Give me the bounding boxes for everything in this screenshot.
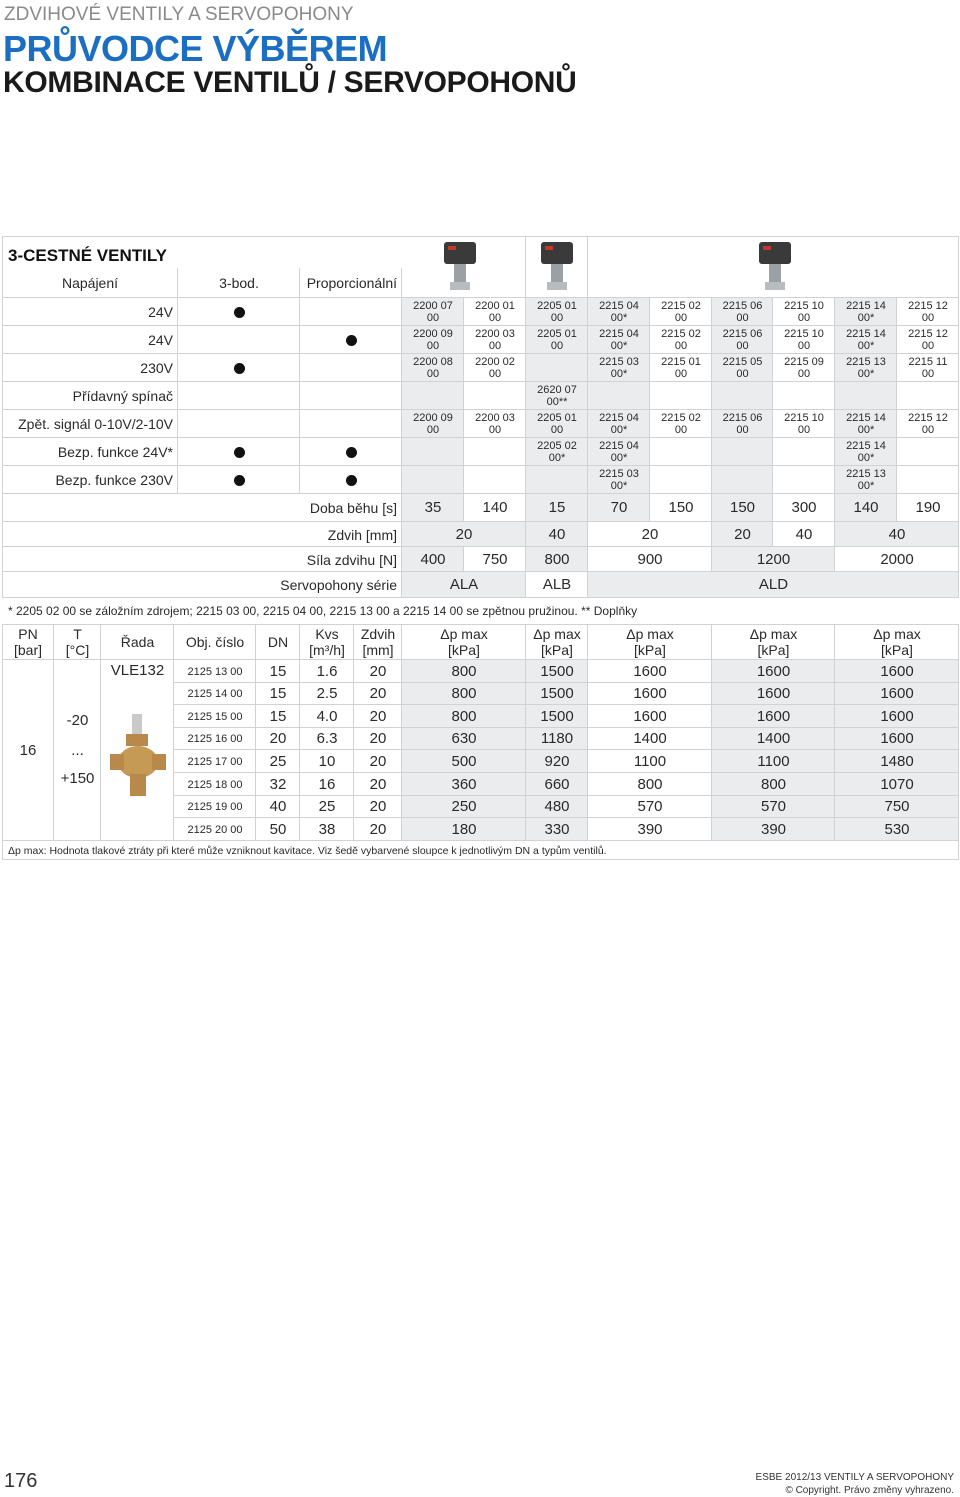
data-value: 1500 bbox=[540, 685, 574, 702]
lower-header-zdvih bbox=[354, 624, 402, 660]
header-unit: [kPa] bbox=[881, 642, 913, 658]
actuator-code: 2215 14 00* bbox=[846, 440, 886, 464]
force-label: Síla zdvihu [N] bbox=[306, 551, 397, 568]
dot-proporcionalni bbox=[346, 475, 357, 486]
lower-header-dn bbox=[256, 624, 300, 660]
series-value: ALB bbox=[542, 576, 572, 593]
actuator-code-cell bbox=[402, 438, 464, 466]
row-3bod-cell bbox=[178, 382, 300, 410]
actuator-code-cell bbox=[712, 438, 773, 466]
lower-header-dp bbox=[526, 624, 588, 660]
actuator-code: 2215 05 00 bbox=[722, 356, 763, 380]
actuator-code-cell bbox=[650, 438, 712, 466]
actuator-code: 2200 09 00 bbox=[413, 328, 453, 352]
data-value: 20 bbox=[369, 662, 387, 680]
obj-number: 2125 17 00 bbox=[187, 755, 243, 768]
header-label: Δp max bbox=[626, 626, 674, 642]
data-value: 800 bbox=[451, 685, 477, 702]
data-value: 1500 bbox=[540, 662, 574, 680]
napajeni-label: Napájení bbox=[61, 275, 119, 291]
data-value: 1600 bbox=[633, 707, 667, 725]
header-label: Kvs bbox=[315, 626, 339, 642]
data-value: 20 bbox=[369, 775, 387, 793]
row-prop-cell bbox=[300, 410, 402, 438]
actuator-code: 2215 06 00 bbox=[722, 328, 763, 352]
actuator-code-cell bbox=[402, 466, 464, 494]
data-value: 1070 bbox=[880, 775, 914, 793]
data-value: 630 bbox=[451, 730, 477, 747]
data-value: 800 bbox=[760, 775, 787, 793]
series-name: VLE132 bbox=[110, 662, 165, 679]
actuator-code: 2215 10 00 bbox=[784, 412, 824, 436]
data-value: 15 bbox=[269, 662, 287, 680]
stroke-value: 40 bbox=[795, 525, 813, 543]
page-subtitle: KOMBINACE VENTILŮ / SERVOPOHONŮ bbox=[3, 66, 577, 99]
header-label: DN bbox=[267, 634, 289, 650]
obj-number: 2125 19 00 bbox=[187, 801, 243, 813]
stroke-time-value: 140 bbox=[482, 499, 508, 516]
row-label: 230V bbox=[140, 360, 173, 376]
actuator-code: 2215 02 00 bbox=[661, 300, 701, 324]
header-label: Δp max bbox=[440, 626, 488, 642]
stroke-time-value: 300 bbox=[791, 499, 817, 516]
actuator-code: 2205 01 00 bbox=[537, 300, 577, 324]
data-value: 1500 bbox=[540, 707, 574, 725]
stroke-value: 20 bbox=[455, 525, 473, 543]
actuator-code: 2215 10 00 bbox=[784, 328, 824, 352]
header-unit: [bar] bbox=[13, 642, 42, 658]
data-value: 1600 bbox=[880, 662, 914, 680]
data-value: 570 bbox=[637, 798, 663, 815]
data-value: 390 bbox=[637, 820, 663, 838]
data-value: 500 bbox=[451, 752, 477, 770]
row-prop-cell bbox=[300, 298, 402, 326]
stroke-value: 40 bbox=[888, 525, 906, 543]
data-value: 20 bbox=[369, 752, 387, 770]
actuator-code-cell bbox=[897, 382, 959, 410]
series-label: Servopohony série bbox=[280, 577, 397, 593]
footer-copyright: © Copyright. Právo změny vyhrazeno. bbox=[785, 1485, 954, 1496]
actuator-code: 2215 04 00* bbox=[599, 412, 639, 436]
actuator-code: 2215 14 00* bbox=[846, 412, 886, 436]
header-unit: [kPa] bbox=[634, 642, 666, 658]
header-unit: [°C] bbox=[65, 642, 90, 658]
footnote-text: * 2205 02 00 se záložním zdrojem; 2215 03 00, 2215 04 00, 2215 13 00 a 2215 14 00 se zpětnou pružinou. ** Doplňky bbox=[8, 604, 638, 618]
header-label: Obj. číslo bbox=[185, 634, 245, 650]
actuator-code: 2215 06 00 bbox=[722, 300, 763, 324]
actuator-code-cell bbox=[650, 382, 712, 410]
data-value: 480 bbox=[544, 798, 570, 815]
stroke-time-value: 150 bbox=[729, 499, 756, 516]
actuator-code-cell bbox=[712, 466, 773, 494]
data-value: 800 bbox=[451, 662, 477, 680]
data-value: 20 bbox=[369, 730, 387, 747]
stroke-label: Zdvih [mm] bbox=[327, 526, 397, 543]
data-value: 1480 bbox=[880, 752, 914, 770]
data-value: 1600 bbox=[880, 730, 914, 747]
data-value: 20 bbox=[369, 685, 387, 702]
data-value: 750 bbox=[884, 798, 910, 815]
data-value: 1400 bbox=[756, 730, 791, 747]
data-value: 250 bbox=[451, 798, 477, 815]
actuator-code: 2215 12 00 bbox=[908, 300, 948, 324]
row-3bod-cell bbox=[178, 326, 300, 354]
series-value: ALD bbox=[758, 576, 789, 593]
data-value: 6.3 bbox=[316, 730, 338, 747]
data-value: 1600 bbox=[756, 662, 791, 680]
actuator-code: 2215 10 00 bbox=[784, 300, 824, 324]
force-value: 2000 bbox=[880, 550, 914, 568]
data-value: 570 bbox=[760, 798, 787, 815]
stroke-value: 20 bbox=[641, 525, 659, 543]
page-title: PRŮVODCE VÝBĚREM bbox=[3, 28, 388, 69]
row-3bod-cell bbox=[178, 410, 300, 438]
actuator-code: 2205 02 00* bbox=[537, 440, 577, 464]
actuator-code: 2200 08 00 bbox=[413, 356, 453, 380]
dot-3bod bbox=[234, 447, 245, 458]
row-label: Zpět. signál 0-10V/2-10V bbox=[18, 416, 173, 432]
actuator-code-cell bbox=[464, 438, 526, 466]
data-value: 390 bbox=[760, 820, 787, 838]
header-label: Δp max bbox=[533, 626, 581, 642]
row-prop-cell bbox=[300, 354, 402, 382]
stroke-value: 20 bbox=[734, 525, 751, 543]
section-title: 3-CESTNÉ VENTILY bbox=[8, 246, 168, 265]
stroke-time-label: Doba běhu [s] bbox=[309, 500, 397, 516]
data-value: 10 bbox=[318, 752, 336, 770]
actuator-code: 2215 14 00* bbox=[846, 300, 886, 324]
stroke-time-value: 35 bbox=[424, 499, 442, 516]
data-value: 1180 bbox=[540, 730, 574, 747]
row-prop-cell bbox=[300, 382, 402, 410]
obj-number: 2125 20 00 bbox=[187, 823, 243, 836]
dot-proporcionalni bbox=[346, 335, 357, 346]
data-value: 180 bbox=[451, 820, 477, 838]
stroke-time-value: 140 bbox=[853, 499, 879, 516]
actuator-code-cell bbox=[588, 382, 650, 410]
data-value: 1400 bbox=[633, 730, 667, 747]
pn-value: 16 bbox=[19, 741, 37, 759]
data-value: 1.6 bbox=[316, 662, 338, 680]
actuator-code-cell bbox=[526, 466, 588, 494]
lower-header-obj bbox=[174, 624, 256, 660]
header-label: Řada bbox=[120, 634, 155, 650]
data-value: 20 bbox=[369, 820, 387, 838]
header-supertitle: ZDVIHOVÉ VENTILY A SERVOPOHONY bbox=[4, 4, 354, 25]
data-value: 40 bbox=[269, 798, 287, 815]
t-max: +150 bbox=[60, 770, 95, 787]
force-value: 750 bbox=[482, 550, 508, 568]
actuator-code: 2215 04 00* bbox=[599, 328, 639, 352]
data-value: 2.5 bbox=[316, 685, 338, 702]
actuator-code: 2215 06 00 bbox=[722, 412, 763, 436]
obj-number: 2125 18 00 bbox=[187, 778, 243, 791]
data-value: 1600 bbox=[633, 662, 667, 680]
lower-header-pn bbox=[2, 624, 54, 660]
header-unit: [m³/h] bbox=[309, 642, 345, 658]
data-value: 1600 bbox=[756, 707, 791, 725]
data-value: 1100 bbox=[757, 752, 790, 770]
actuator-code: 2215 12 00 bbox=[908, 412, 948, 436]
proporcionalni-label: Proporcionální bbox=[306, 275, 397, 291]
obj-number: 2125 16 00 bbox=[187, 733, 243, 745]
header-unit: [kPa] bbox=[448, 642, 480, 658]
stroke-time-value: 70 bbox=[610, 499, 628, 516]
actuator-code: 2215 04 00* bbox=[599, 440, 639, 464]
data-value: 16 bbox=[318, 775, 336, 793]
actuator-code: 2215 14 00* bbox=[846, 328, 886, 352]
lower-header-dp bbox=[712, 624, 835, 660]
row-label: Přídavný spínač bbox=[72, 388, 173, 404]
data-value: 15 bbox=[269, 707, 287, 725]
data-value: 660 bbox=[544, 775, 570, 793]
data-value: 1600 bbox=[633, 685, 667, 702]
actuator-code: 2215 12 00 bbox=[908, 328, 948, 352]
actuator-code: 2200 03 00 bbox=[475, 412, 515, 436]
row-label: 24V bbox=[148, 332, 173, 348]
actuator-code: 2215 03 00* bbox=[599, 356, 639, 380]
lower-footnote: Δp max: Hodnota tlakové ztráty při které může vzniknout kavitace. Viz šedě vybarvené sloupce k jednotlivým DN a typům ventilů. bbox=[8, 844, 607, 857]
data-value: 20 bbox=[369, 707, 387, 725]
actuator-code-cell bbox=[712, 382, 773, 410]
data-value: 25 bbox=[269, 752, 287, 770]
ala-actuator-image bbox=[440, 240, 480, 296]
actuator-code-cell bbox=[773, 466, 835, 494]
actuator-code-cell bbox=[650, 466, 712, 494]
data-value: 4.0 bbox=[316, 707, 338, 725]
actuator-code: 2200 03 00 bbox=[475, 328, 515, 352]
stroke-time-value: 190 bbox=[915, 499, 941, 516]
data-value: 1600 bbox=[756, 685, 791, 702]
footer-brand: ESBE 2012/13 VENTILY A SERVOPOHONY bbox=[755, 1472, 954, 1483]
actuator-code: 2215 03 00* bbox=[599, 468, 639, 492]
data-value: 800 bbox=[637, 775, 663, 793]
header-unit: [kPa] bbox=[757, 642, 790, 658]
series-value: ALA bbox=[449, 576, 479, 593]
row-label: Bezp. funkce 230V bbox=[55, 472, 173, 488]
lower-header-kvs bbox=[300, 624, 354, 660]
dot-3bod bbox=[234, 475, 245, 486]
force-value: 1200 bbox=[756, 550, 791, 568]
actuator-code: 2200 09 00 bbox=[413, 412, 453, 436]
actuator-code-cell bbox=[835, 382, 897, 410]
stroke-time-value: 150 bbox=[668, 499, 694, 516]
header-label: Δp max bbox=[873, 626, 921, 642]
actuator-code: 2215 09 00 bbox=[784, 356, 824, 380]
data-value: 20 bbox=[269, 730, 287, 747]
data-value: 50 bbox=[269, 820, 287, 838]
data-value: 360 bbox=[451, 775, 477, 793]
data-value: 530 bbox=[884, 820, 910, 838]
header-label: T bbox=[73, 626, 82, 642]
actuator-code-cell bbox=[773, 438, 835, 466]
data-value: 38 bbox=[318, 820, 336, 838]
actuator-code-cell bbox=[897, 466, 959, 494]
actuator-code: 2215 01 00 bbox=[661, 356, 701, 380]
actuator-code: 2215 13 00* bbox=[846, 356, 886, 380]
lower-header-dp bbox=[835, 624, 959, 660]
stroke-time-value: 15 bbox=[548, 499, 566, 516]
actuator-code-cell bbox=[897, 438, 959, 466]
lower-header-series bbox=[101, 624, 174, 660]
actuator-code: 2205 01 00 bbox=[537, 328, 577, 352]
actuator-code: 2200 07 00 bbox=[413, 300, 453, 324]
lower-header-dp bbox=[588, 624, 712, 660]
valve-image bbox=[108, 712, 168, 802]
actuator-code: 2215 04 00* bbox=[599, 300, 639, 324]
data-value: 800 bbox=[451, 707, 477, 725]
header-unit: [mm] bbox=[362, 642, 394, 658]
actuator-code-cell bbox=[526, 354, 588, 382]
data-value: 1600 bbox=[880, 685, 914, 702]
actuator-code: 2215 11 00 bbox=[908, 356, 948, 380]
actuator-code-cell bbox=[773, 382, 835, 410]
t-min: -20 bbox=[66, 712, 89, 729]
obj-number: 2125 13 00 bbox=[187, 665, 243, 678]
actuator-code-cell bbox=[464, 382, 526, 410]
header-unit: [kPa] bbox=[541, 642, 573, 658]
force-value: 800 bbox=[544, 550, 570, 568]
header-label: Zdvih bbox=[360, 626, 396, 642]
data-value: 32 bbox=[269, 775, 287, 793]
actuator-code: 2620 07 00** bbox=[537, 384, 577, 408]
dot-3bod bbox=[234, 307, 245, 318]
actuator-code-cell bbox=[402, 382, 464, 410]
obj-number: 2125 15 00 bbox=[187, 710, 243, 723]
actuator-code: 2215 13 00* bbox=[846, 468, 886, 492]
data-value: 20 bbox=[369, 798, 387, 815]
3bod-label: 3-bod. bbox=[219, 275, 259, 291]
data-value: 920 bbox=[544, 752, 570, 770]
header-label: PN bbox=[18, 626, 38, 642]
lower-header-t bbox=[54, 624, 101, 660]
force-value: 900 bbox=[637, 550, 663, 568]
data-value: 25 bbox=[318, 798, 336, 815]
actuator-code: 2205 01 00 bbox=[537, 412, 577, 436]
page-number: 176 bbox=[4, 1470, 38, 1492]
data-value: 1100 bbox=[633, 752, 667, 770]
actuator-code: 2215 02 00 bbox=[661, 328, 701, 352]
lower-header-dp bbox=[402, 624, 526, 660]
dot-3bod bbox=[234, 363, 245, 374]
t-sep: ... bbox=[71, 742, 84, 759]
header-label: Δp max bbox=[749, 626, 798, 642]
actuator-code-cell bbox=[464, 466, 526, 494]
row-label: 24V bbox=[148, 304, 173, 320]
data-value: 330 bbox=[544, 820, 570, 838]
obj-number: 2125 14 00 bbox=[187, 688, 243, 700]
dot-proporcionalni bbox=[346, 447, 357, 458]
actuator-code: 2200 01 00 bbox=[475, 300, 515, 324]
actuator-code: 2200 02 00 bbox=[475, 356, 515, 380]
force-value: 400 bbox=[420, 550, 446, 568]
data-value: 1600 bbox=[880, 707, 914, 725]
data-value: 15 bbox=[269, 685, 287, 702]
stroke-value: 40 bbox=[548, 525, 566, 543]
ald-actuator-image bbox=[755, 240, 795, 296]
row-label: Bezp. funkce 24V* bbox=[57, 444, 173, 460]
alb-actuator-image bbox=[537, 240, 577, 296]
actuator-code: 2215 02 00 bbox=[661, 412, 701, 436]
